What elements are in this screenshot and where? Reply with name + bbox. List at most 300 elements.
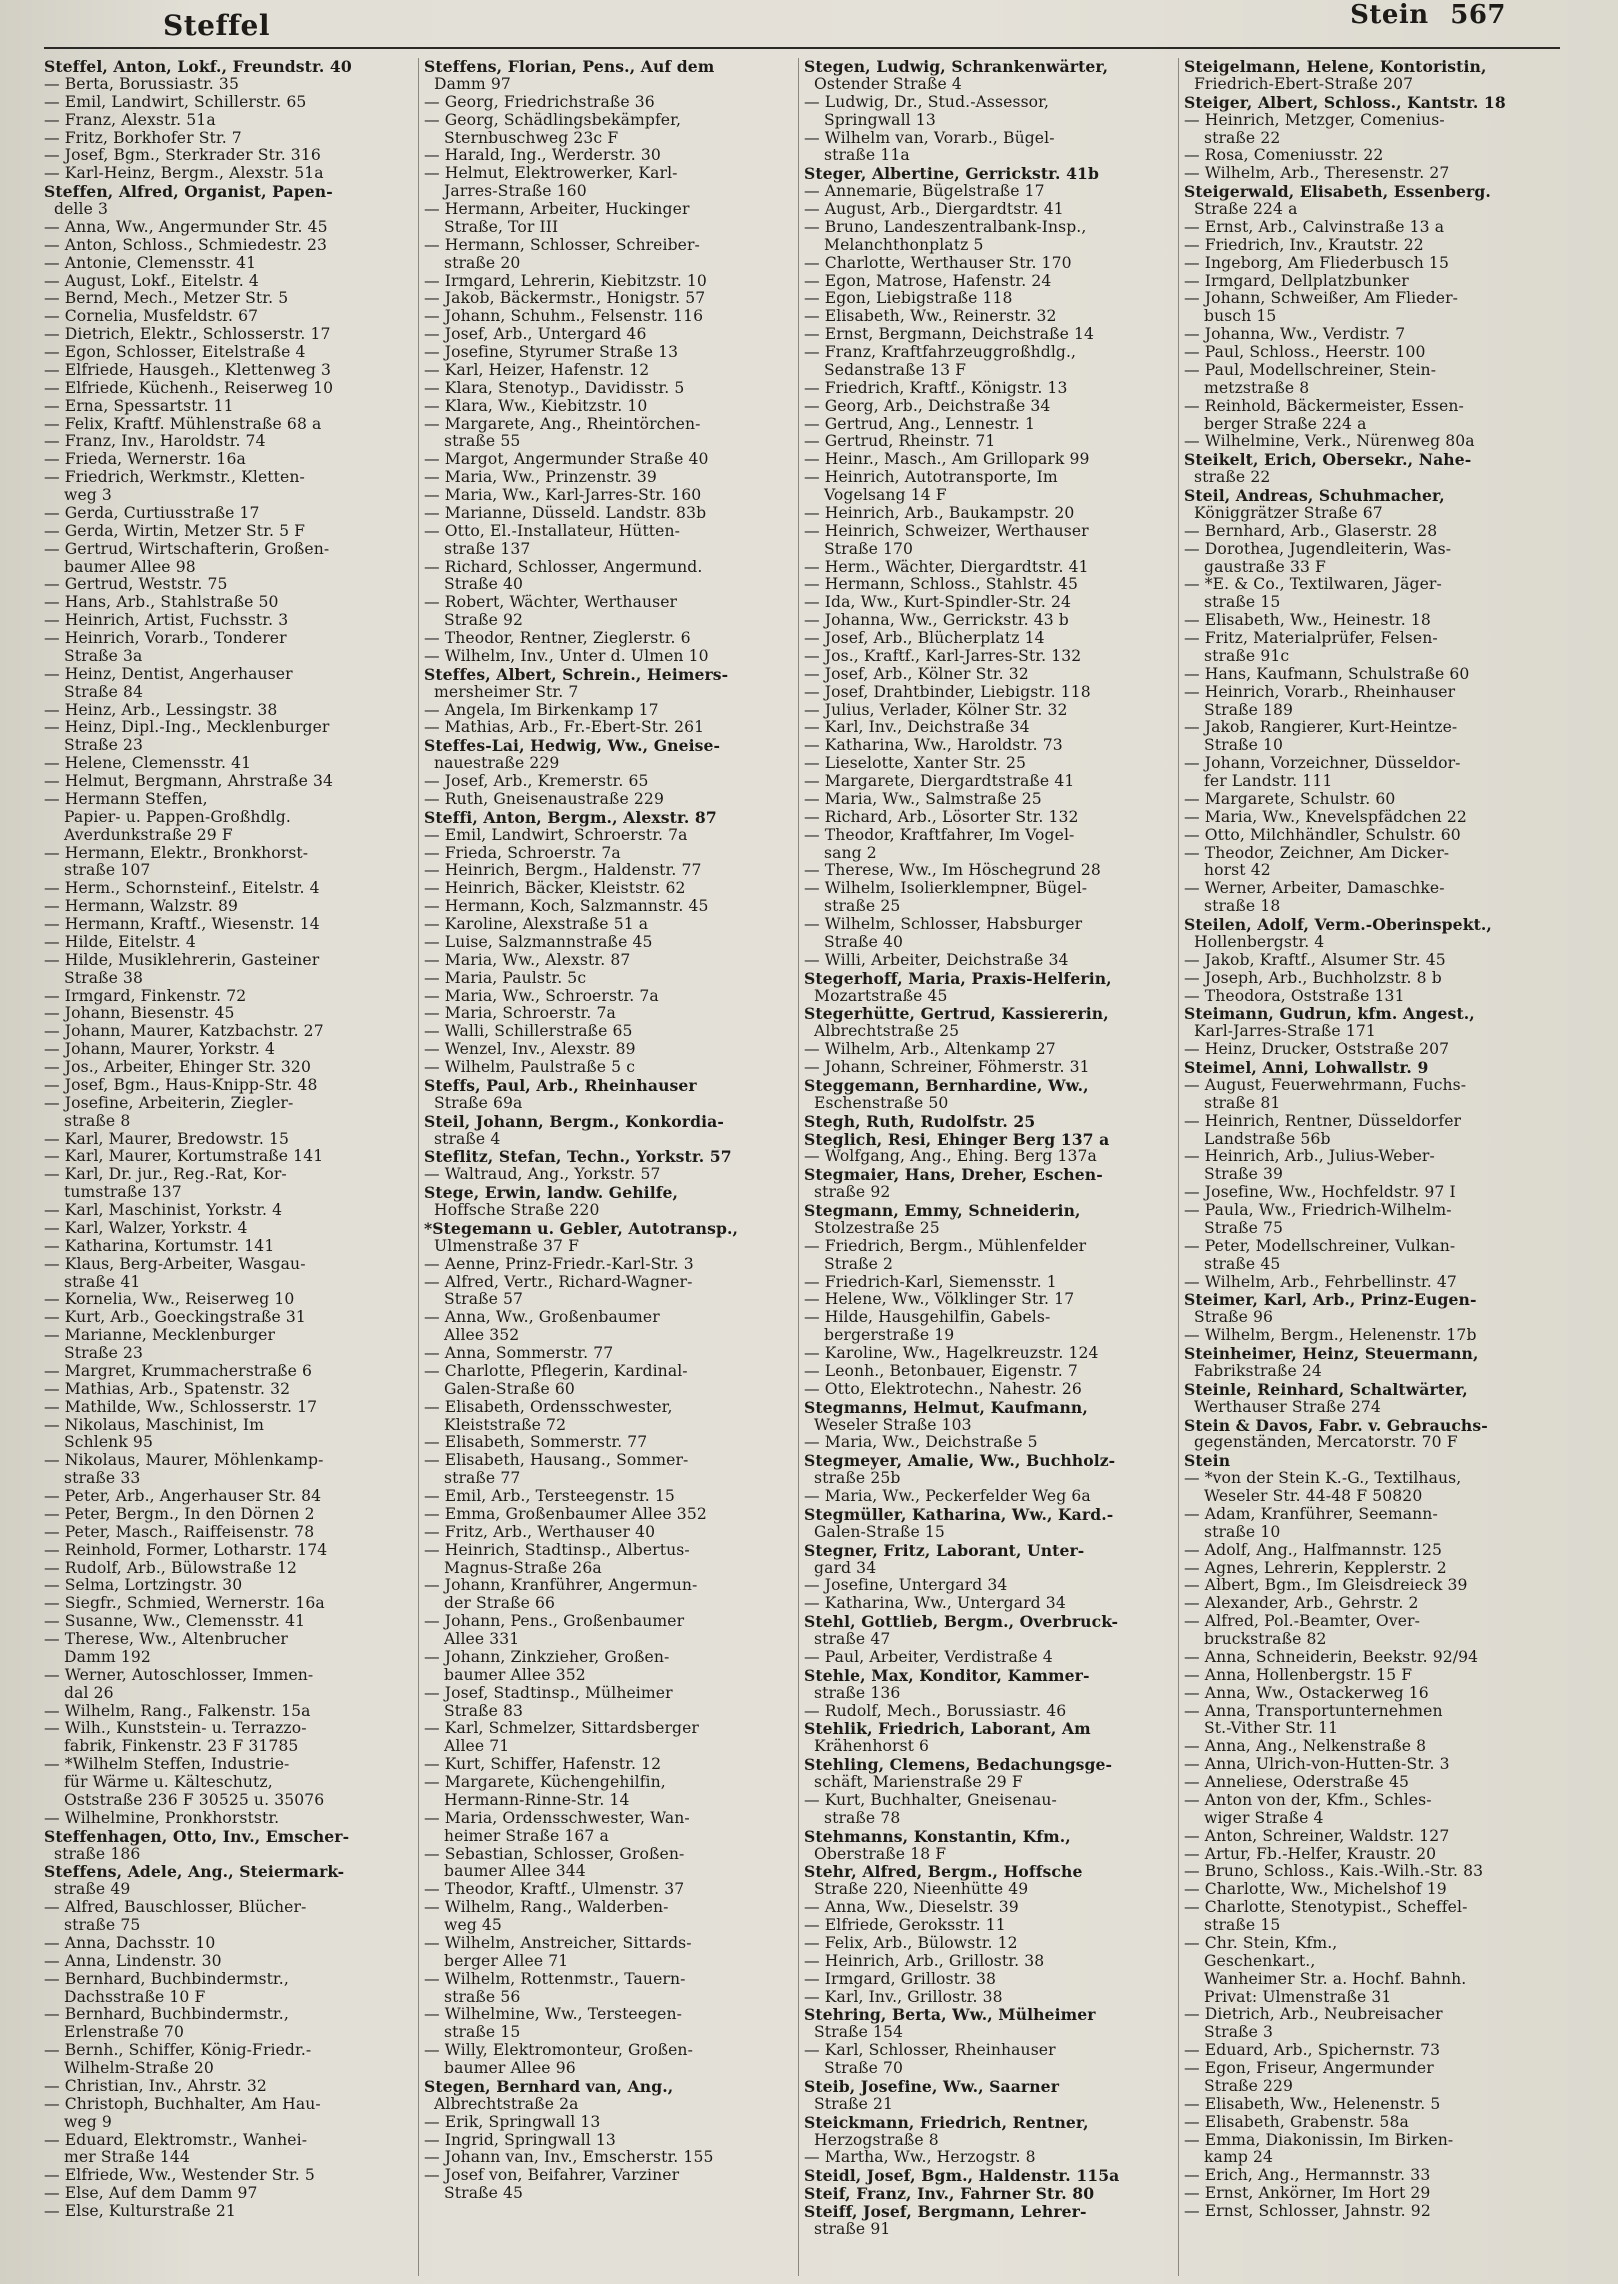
directory-entry-line: — Peter, Masch., Raiffeisenstr. 78	[44, 1523, 315, 1541]
directory-entry-line: — Therese, Ww., Altenbrucher	[44, 1631, 288, 1648]
directory-entry-line: — Karl, Maurer, Kortumstraße 141	[44, 1148, 324, 1166]
directory-entry-line: — Wilh., Kunststein- u. Terrazzo-	[44, 1720, 307, 1738]
directory-entry-line: — Erich, Ang., Hermannstr. 33	[1184, 2167, 1431, 2185]
entry-heading: Stegen, Bernhard van, Ang.,	[424, 2077, 674, 2096]
directory-entry-line: Wanheimer Str. a. Hochf. Bahnh.	[1204, 1970, 1467, 1988]
directory-entry-line: Springwall 13	[824, 111, 936, 129]
directory-entry-line: — Maria, Ww., Knevelspfädchen 22	[1184, 808, 1467, 826]
directory-entry-line: — Dietrich, Elektr., Schlosserstr. 17	[44, 326, 331, 344]
directory-entry-line: — Klara, Stenotyp., Davidisstr. 5	[424, 379, 685, 397]
directory-entry-line: Straße 40	[444, 576, 524, 594]
directory-entry-line: — Felix, Arb., Bülowstr. 12	[804, 1934, 1018, 1952]
directory-entry-line: — Johann, Maurer, Yorkstr. 4	[44, 1041, 276, 1059]
directory-entry-line: Averdunkstraße 29 F	[64, 826, 233, 844]
directory-entry-line: — Willy, Elektromonteur, Großen-	[424, 2042, 693, 2060]
directory-entry-line: Jarres-Straße 160	[444, 183, 587, 201]
directory-entry-line: fabrik, Finkenstr. 23 F 31785	[64, 1738, 299, 1756]
directory-entry-line: — Ruth, Gneisenaustraße 229	[424, 790, 664, 808]
directory-entry-line: — Elisabeth, Sommerstr. 77	[424, 1434, 648, 1452]
directory-entry-line: — Josef, Arb., Untergard 46	[424, 326, 647, 344]
directory-entry-line: — Karoline, Alexstraße 51 a	[424, 916, 649, 933]
directory-entry-line: Damm 192	[64, 1648, 151, 1666]
directory-entry-line: — Werner, Arbeiter, Damaschke-	[1184, 880, 1445, 898]
directory-entry-line: — Egon, Friseur, Angermunder	[1184, 2060, 1434, 2077]
directory-entry-line: — Maria, Ww., Alexstr. 87	[424, 951, 631, 969]
directory-entry-line: — Anna, Schneiderin, Beekstr. 92/94	[1184, 1648, 1479, 1666]
directory-entry-line: — Margarete, Schulstr. 60	[1184, 790, 1396, 808]
entry-heading: Stegh, Ruth, Rudolfstr. 25	[804, 1112, 1036, 1131]
directory-entry-line: Straße 96	[1194, 1309, 1274, 1327]
directory-entry-line: — Anna, Ww., Angermunder Str. 45	[44, 218, 328, 236]
directory-entry-line: straße 22	[1204, 129, 1281, 147]
directory-entry-line: Weseler Straße 103	[814, 1416, 972, 1434]
directory-entry-line: straße 25	[824, 898, 901, 916]
directory-entry-line: — Rudolf, Arb., Bülowstraße 12	[44, 1559, 298, 1577]
entry-heading: Steffs, Paul, Arb., Rheinhauser	[424, 1076, 697, 1095]
directory-entry-line: — Anneliese, Oderstraße 45	[1184, 1774, 1409, 1791]
running-head-left: Steffel	[163, 9, 271, 42]
directory-entry-line: — Heinr., Masch., Am Grillopark 99	[804, 451, 1090, 469]
directory-entry-line: — Erik, Springwall 13	[424, 2113, 601, 2131]
directory-entry-line: — Klara, Ww., Kiebitzstr. 10	[424, 397, 648, 415]
directory-entry-line: — Dietrich, Arb., Neubreisacher	[1184, 2006, 1443, 2024]
entry-heading: Stein	[1184, 1452, 1231, 1471]
directory-entry-line: — Gertrud, Weststr. 75	[44, 576, 228, 594]
entry-heading: Steffes, Albert, Schrein., Heimers-	[424, 665, 729, 684]
directory-entry-line: — Jos., Kraftf., Karl-Jarres-Str. 132	[804, 647, 1082, 665]
directory-entry-line: — Robert, Wächter, Werthauser	[424, 594, 678, 612]
directory-entry-line: — Johann, Schweißer, Am Flieder-	[1184, 290, 1459, 308]
directory-entry-line: — Paul, Modellschreiner, Stein-	[1184, 361, 1437, 379]
directory-entry-line: straße 55	[444, 433, 521, 451]
entry-heading: Steigerwald, Elisabeth, Essenberg.	[1184, 183, 1491, 201]
directory-entry-line: — Annemarie, Bügelstraße 17	[804, 183, 1045, 201]
entry-heading: Stehr, Alfred, Bergm., Hoffsche	[804, 1863, 1083, 1882]
directory-entry-line: — Johann, Biesenstr. 45	[44, 1005, 235, 1023]
directory-entry-line: — Richard, Schlosser, Angermund.	[424, 558, 703, 576]
directory-entry-line: — Emma, Großenbaumer Allee 352	[424, 1505, 707, 1523]
directory-entry-line: — Georg, Friedrichstraße 36	[424, 93, 655, 111]
directory-entry-line: — Felix, Kraftf. Mühlenstraße 68 a	[44, 415, 322, 433]
directory-entry-line: — Anna, Sommerstr. 77	[424, 1345, 614, 1362]
directory-entry-line: Krähenhorst 6	[814, 1738, 930, 1756]
directory-entry-line: — Ernst, Schlosser, Jahnstr. 92	[1184, 2203, 1431, 2220]
directory-entry-line: Hollenbergstr. 4	[1194, 933, 1325, 951]
entry-heading: Stegerhütte, Gertrud, Kassiererin,	[804, 1005, 1109, 1024]
directory-entry-line: Straße 154	[814, 2024, 904, 2042]
directory-entry-line: — Hermann, Walzstr. 89	[44, 898, 239, 916]
directory-entry-line: Straße 84	[64, 683, 144, 701]
directory-entry-line: — Maria, Ww., Prinzenstr. 39	[424, 469, 657, 487]
entry-heading: Steffens, Florian, Pens., Auf dem	[424, 58, 715, 76]
directory-entry-line: — Bernhard, Buchbindermstr.,	[44, 1970, 289, 1988]
directory-entry-line: — Ingrid, Springwall 13	[424, 2131, 616, 2149]
directory-entry-line: — Martha, Ww., Herzogstr. 8	[804, 2149, 1036, 2167]
directory-entry-line: — Johanna, Ww., Gerrickstr. 43 b	[804, 612, 1069, 630]
directory-entry-line: — Franz, Kraftfahrzeuggroßhdlg.,	[804, 344, 1077, 361]
directory-entry-line: straße 77	[444, 1470, 521, 1488]
directory-entry-line: — Christian, Inv., Ahrstr. 32	[44, 2077, 267, 2095]
directory-entry-line: baumer Allee 344	[444, 1863, 586, 1881]
directory-entry-line: straße 4	[434, 1130, 501, 1148]
directory-entry-line: gard 34	[814, 1559, 877, 1577]
directory-entry-line: — Johann, Schuhm., Felsenstr. 116	[424, 308, 704, 326]
directory-entry-line: Straße 229	[1204, 2077, 1294, 2095]
directory-entry-line: — Hilde, Eitelstr. 4	[44, 933, 196, 951]
directory-entry-line: Landstraße 56b	[1204, 1130, 1331, 1148]
directory-entry-line: delle 3	[54, 201, 108, 218]
entry-heading: Steiger, Albert, Schloss., Kantstr. 18	[1184, 93, 1506, 112]
directory-entry-line: — Albert, Bgm., Im Gleisdreieck 39	[1184, 1577, 1468, 1595]
directory-entry-line: — Karoline, Ww., Hagelkreuzstr. 124	[804, 1345, 1099, 1362]
directory-column-1	[44, 58, 416, 2276]
directory-entry-line: Melanchthonplatz 5	[824, 236, 984, 254]
header-rule	[44, 47, 1560, 49]
directory-entry-line: — Christoph, Buchhalter, Am Hau-	[44, 2095, 321, 2113]
directory-entry-line: — Klaus, Berg-Arbeiter, Wasgau-	[44, 1255, 306, 1273]
directory-entry-line: — Wilhelm, Rang., Walderben-	[424, 1899, 669, 1917]
directory-entry-line: — Heinrich, Vorarb., Rheinhauser	[1184, 683, 1456, 701]
directory-entry-line: — Herm., Schornsteinf., Eitelstr. 4	[44, 880, 320, 898]
directory-entry-line: — Johann, Schreiner, Föhmerstr. 31	[804, 1059, 1090, 1076]
directory-entry-line: Kleiststraße 72	[444, 1416, 567, 1434]
entry-heading: Steinle, Reinhard, Schaltwärter,	[1184, 1380, 1468, 1399]
directory-entry-line: — Eduard, Arb., Spichernstr. 73	[1184, 2042, 1441, 2060]
directory-entry-line: — Hans, Kaufmann, Schulstraße 60	[1184, 665, 1470, 683]
directory-entry-line: — Jos., Arbeiter, Ehinger Str. 320	[44, 1059, 311, 1076]
directory-entry-line: — Katharina, Kortumstr. 141	[44, 1237, 275, 1255]
directory-entry-line: — Maria, Ww., Schroerstr. 7a	[424, 987, 659, 1005]
directory-entry-line: — Chr. Stein, Kfm.,	[1184, 1934, 1338, 1952]
directory-entry-line: — Franz, Alexstr. 51a	[44, 111, 216, 129]
directory-entry-line: straße 25b	[814, 1470, 901, 1488]
directory-entry-line: — Heinz, Drucker, Oststraße 207	[1184, 1041, 1450, 1059]
directory-entry-line: Karl-Jarres-Straße 171	[1194, 1023, 1376, 1041]
directory-entry-line: — Dorothea, Jugendleiterin, Was-	[1184, 540, 1452, 558]
directory-entry-line: — Hermann, Elektr., Bronkhorst-	[44, 844, 309, 862]
directory-entry-line: Straße, Tor III	[444, 218, 559, 236]
directory-entry-line: Straße 23	[64, 1345, 144, 1362]
entry-heading: Stehring, Berta, Ww., Mülheimer	[804, 2006, 1096, 2025]
directory-entry-line: wiger Straße 4	[1204, 1809, 1324, 1827]
directory-entry-line: Wilhelm-Straße 20	[64, 2060, 214, 2077]
directory-entry-line: — Karl, Heizer, Hafenstr. 12	[424, 361, 650, 379]
directory-entry-line: — Hermann, Schlosser, Schreiber-	[424, 236, 700, 254]
entry-heading: Steffi, Anton, Bergm., Alexstr. 87	[424, 808, 717, 827]
directory-entry-line: Erlenstraße 70	[64, 2024, 184, 2042]
directory-entry-line: — Charlotte, Werthauser Str. 170	[804, 254, 1072, 272]
directory-entry-line: mer Straße 144	[64, 2149, 190, 2167]
directory-entry-line: — Ingeborg, Am Fliederbusch 15	[1184, 254, 1449, 272]
directory-entry-line: — Ernst, Ankörner, Im Hort 29	[1184, 2185, 1431, 2203]
directory-entry-line: Straße 2	[824, 1255, 894, 1273]
directory-entry-line: Allee 71	[444, 1738, 510, 1756]
directory-entry-line: Straße 69a	[434, 1094, 523, 1112]
directory-entry-line: — Kurt, Schiffer, Hafenstr. 12	[424, 1756, 662, 1774]
directory-entry-line: — Mathias, Arb., Spatenstr. 32	[44, 1380, 291, 1398]
entry-heading: Steiff, Josef, Bergmann, Lehrer-	[804, 2203, 1087, 2221]
entry-heading: Steil, Johann, Bergm., Konkordia-	[424, 1112, 724, 1131]
directory-entry-line: Eschenstraße 50	[814, 1094, 949, 1112]
directory-entry-line: — Rosa, Comeniusstr. 22	[1184, 147, 1384, 165]
directory-entry-line: — Ida, Ww., Kurt-Spindler-Str. 24	[804, 594, 1071, 612]
directory-entry-line: — Aenne, Prinz-Friedr.-Karl-Str. 3	[424, 1255, 694, 1273]
directory-entry-line: Straße 10	[1204, 737, 1284, 755]
directory-entry-line: — Harald, Ing., Werderstr. 30	[424, 147, 661, 165]
directory-entry-line: Privat: Ulmenstraße 31	[1204, 1988, 1392, 2006]
directory-entry-line: — Heinrich, Vorarb., Tonderer	[44, 630, 287, 647]
directory-entry-line: — Charlotte, Stenotypist., Scheffel-	[1184, 1899, 1468, 1917]
entry-heading: Steglich, Resi, Ehinger Berg 137 a	[804, 1130, 1110, 1149]
entry-heading: Steikelt, Erich, Obersekr., Nahe-	[1184, 451, 1472, 470]
entry-heading: Stehle, Max, Konditor, Kammer-	[804, 1666, 1090, 1685]
entry-heading: Stegmüller, Katharina, Ww., Kard.-	[804, 1505, 1114, 1524]
directory-entry-line: — Maria, Paulstr. 5c	[424, 969, 587, 987]
directory-entry-line: — Alfred, Vertr., Richard-Wagner-	[424, 1273, 693, 1291]
directory-entry-line: weg 45	[444, 1917, 502, 1934]
directory-entry-line: dal 26	[64, 1684, 114, 1702]
directory-entry-line: — Hilde, Musiklehrerin, Gasteiner	[44, 951, 320, 969]
directory-entry-line: Stolzestraße 25	[814, 1219, 940, 1237]
directory-entry-line: — Egon, Schlosser, Eitelstraße 4	[44, 344, 306, 361]
directory-entry-line: — Bernhard, Buchbindermstr.,	[44, 2006, 289, 2024]
directory-entry-line: — Heinrich, Arb., Grillostr. 38	[804, 1952, 1045, 1970]
directory-entry-line: weg 3	[64, 487, 112, 504]
directory-entry-line: — Friedrich-Karl, Siemensstr. 1	[804, 1273, 1057, 1291]
directory-entry-line: metzstraße 8	[1204, 379, 1310, 397]
directory-entry-line: — Elfriede, Hausgeh., Klettenweg 3	[44, 361, 332, 379]
directory-entry-line: — Hermann, Kraftf., Wiesenstr. 14	[44, 916, 320, 933]
directory-entry-line: — Ernst, Bergmann, Deichstraße 14	[804, 326, 1095, 344]
directory-entry-line: — Otto, El.-Installateur, Hütten-	[424, 522, 681, 540]
entry-heading: Steinheimer, Heinz, Steuermann,	[1184, 1345, 1479, 1363]
directory-entry-line: — Artur, Fb.-Helfer, Kraustr. 20	[1184, 1845, 1437, 1863]
directory-entry-line: Königgrätzer Straße 67	[1194, 504, 1383, 522]
directory-entry-line: — Paul, Schloss., Heerstr. 100	[1184, 344, 1426, 361]
directory-entry-line: — Bernh., Schiffer, König-Friedr.-	[44, 2042, 312, 2060]
directory-entry-line: — Nikolaus, Maurer, Möhlenkamp-	[44, 1452, 324, 1470]
column-divider	[1178, 58, 1179, 2276]
directory-entry-line: Sternbuschweg 23c F	[444, 129, 619, 147]
directory-entry-line: — Paul, Arbeiter, Verdistraße 4	[804, 1648, 1053, 1666]
directory-entry-line: — Karl, Walzer, Yorkstr. 4	[44, 1219, 248, 1237]
directory-entry-line: — Friedrich, Werkmstr., Kletten-	[44, 469, 305, 487]
directory-entry-line: — Karl, Inv., Grillostr. 38	[804, 1988, 1003, 2006]
directory-entry-line: — Marianne, Mecklenburger	[44, 1327, 276, 1345]
directory-entry-line: — Theodor, Rentner, Zieglerstr. 6	[424, 630, 691, 647]
directory-entry-line: der Straße 66	[444, 1595, 556, 1613]
entry-heading: Stegerhoff, Maria, Praxis-Helferin,	[804, 969, 1112, 988]
directory-entry-line: — Margret, Krummacherstraße 6	[44, 1362, 313, 1380]
directory-entry-line: — Anna, Transportunternehmen	[1184, 1702, 1443, 1720]
directory-entry-line: Straße 70	[824, 2060, 904, 2077]
directory-entry-line: Straße 83	[444, 1702, 524, 1720]
directory-entry-line: gegenständen, Mercatorstr. 70 F	[1194, 1434, 1458, 1452]
directory-entry-line: — August, Feuerwehrmann, Fuchs-	[1184, 1076, 1467, 1094]
directory-entry-line: — Siegfr., Schmied, Wernerstr. 16a	[44, 1595, 325, 1613]
directory-entry-line: straße 15	[444, 2024, 521, 2042]
entry-heading: *Stegemann u. Gebler, Autotransp.,	[424, 1219, 739, 1238]
directory-entry-line: straße 45	[1204, 1255, 1281, 1273]
directory-entry-line: — Margarete, Ang., Rheintörchen-	[424, 415, 701, 433]
directory-entry-line: — Susanne, Ww., Clemensstr. 41	[44, 1613, 306, 1631]
directory-entry-line: — Helene, Clemensstr. 41	[44, 755, 252, 773]
directory-entry-line: — Johann, Vorzeichner, Düsseldor-	[1184, 755, 1461, 773]
directory-entry-line: Mozartstraße 45	[814, 987, 948, 1005]
entry-heading: Stegner, Fritz, Laborant, Unter-	[804, 1541, 1085, 1560]
directory-entry-line: — Maria, Ww., Deichstraße 5	[804, 1434, 1038, 1452]
entry-heading: Stege, Erwin, landw. Gehilfe,	[424, 1184, 679, 1202]
directory-entry-line: — Johann van, Inv., Emscherstr. 155	[424, 2149, 714, 2167]
directory-entry-line: Galen-Straße 15	[814, 1523, 945, 1541]
directory-entry-line: — Hans, Arb., Stahlstraße 50	[44, 594, 279, 612]
directory-entry-line: — Berta, Borussiastr. 35	[44, 75, 239, 93]
entry-heading: Steif, Franz, Inv., Fahrner Str. 80	[804, 2185, 1095, 2203]
directory-entry-line: — Nikolaus, Maschinist, Im	[44, 1416, 265, 1434]
directory-entry-line: — Alfred, Bauschlosser, Blücher-	[44, 1899, 307, 1917]
directory-entry-line: — Cornelia, Musfeldstr. 67	[44, 308, 259, 326]
directory-entry-line: straße 22	[1194, 469, 1271, 487]
directory-entry-line: Ostender Straße 4	[814, 75, 962, 93]
directory-entry-line: — Karl, Maurer, Bredowstr. 15	[44, 1130, 290, 1148]
entry-heading: Stegmaier, Hans, Dreher, Eschen-	[804, 1166, 1103, 1185]
directory-entry-line: — Kornelia, Ww., Reiserweg 10	[44, 1291, 295, 1309]
directory-entry-line: — Wenzel, Inv., Alexstr. 89	[424, 1041, 636, 1059]
directory-entry-line: gaustraße 33 F	[1204, 558, 1326, 576]
directory-entry-line: — Margot, Angermunder Straße 40	[424, 451, 709, 469]
column-divider	[418, 58, 419, 2276]
directory-entry-line: Magnus-Straße 26a	[444, 1559, 602, 1577]
directory-entry-line: berger Allee 71	[444, 1952, 569, 1970]
directory-entry-line: — Wilhelm, Isolierklempner, Bügel-	[804, 880, 1088, 898]
directory-entry-line: bergerstraße 19	[824, 1327, 955, 1345]
directory-entry-line: — Gertrud, Ang., Lennestr. 1	[804, 415, 1036, 433]
entry-heading: Stehl, Gottlieb, Bergm., Overbruck-	[804, 1613, 1119, 1631]
directory-entry-line: busch 15	[1204, 308, 1277, 326]
directory-entry-line: heimer Straße 167 a	[444, 1827, 609, 1845]
directory-entry-line: — Reinhold, Bäckermeister, Essen-	[1184, 397, 1464, 415]
directory-entry-line: — Therese, Ww., Im Höschegrund 28	[804, 862, 1101, 880]
directory-entry-line: — Hermann, Arbeiter, Huckinger	[424, 201, 690, 218]
directory-entry-line: — Josef, Arb., Blücherplatz 14	[804, 630, 1045, 647]
entry-heading: Steffen, Alfred, Organist, Papen-	[44, 183, 333, 201]
directory-entry-line: Straße 170	[824, 540, 914, 558]
directory-entry-line: — Eduard, Elektromstr., Wanhei-	[44, 2131, 308, 2149]
directory-entry-line: — Katharina, Ww., Untergard 34	[804, 1595, 1066, 1613]
directory-entry-line: — Margarete, Küchengehilfin,	[424, 1774, 666, 1791]
directory-entry-line: — Anton von der, Kfm., Schles-	[1184, 1791, 1432, 1809]
directory-entry-line: Straße 21	[814, 2095, 894, 2113]
directory-entry-line: straße 91	[814, 2220, 891, 2238]
directory-entry-line: — Wilhelmine, Pronkhorststr.	[44, 1809, 280, 1827]
directory-entry-line: Vogelsang 14 F	[824, 487, 947, 504]
directory-entry-line: — Gertrud, Wirtschafterin, Großen-	[44, 540, 330, 558]
directory-entry-line: straße 91c	[1204, 647, 1290, 665]
directory-entry-line: — Jakob, Bäckermstr., Honigstr. 57	[424, 290, 706, 308]
directory-entry-line: Straße 189	[1204, 701, 1294, 719]
directory-entry-line: — Otto, Milchhändler, Schulstr. 60	[1184, 826, 1461, 844]
directory-entry-line: — Heinz, Dentist, Angerhauser	[44, 665, 293, 683]
directory-entry-line: straße 47	[814, 1631, 891, 1648]
directory-entry-line: straße 136	[814, 1684, 901, 1702]
directory-entry-line: weg 9	[64, 2113, 112, 2131]
directory-entry-line: — Heinz, Dipl.-Ing., Mecklenburger	[44, 719, 330, 737]
entry-heading: Steffens, Adele, Ang., Steiermark-	[44, 1863, 345, 1882]
directory-entry-line: — Gerda, Curtiusstraße 17	[44, 504, 260, 522]
directory-entry-line: — Johanna, Ww., Verdistr. 7	[1184, 326, 1406, 344]
directory-entry-line: — Irmgard, Dellplatzbunker	[1184, 272, 1409, 290]
directory-entry-line: — Ludwig, Dr., Stud.-Assessor,	[804, 93, 1050, 111]
directory-entry-line: — Katharina, Ww., Haroldstr. 73	[804, 737, 1063, 755]
directory-entry-line: Hermann-Rinne-Str. 14	[444, 1791, 630, 1809]
directory-entry-line: — Luise, Salzmannstraße 45	[424, 933, 653, 951]
directory-column-4	[1184, 58, 1556, 2276]
directory-entry-line: — Charlotte, Pflegerin, Kardinal-	[424, 1362, 688, 1380]
directory-entry-line: — Karl, Schlosser, Rheinhauser	[804, 2042, 1056, 2060]
directory-entry-line: Straße 220, Nieenhütte 49	[814, 1881, 1029, 1899]
directory-entry-line: — August, Arb., Diergardtstr. 41	[804, 201, 1064, 218]
entry-heading: Steil, Andreas, Schuhmacher,	[1184, 487, 1445, 505]
directory-entry-line: — Wilhelm, Paulstraße 5 c	[424, 1059, 636, 1076]
directory-entry-line: Straße 224 a	[1194, 201, 1298, 218]
directory-entry-line: Straße 92	[444, 612, 524, 630]
directory-entry-line: — Peter, Modellschreiner, Vulkan-	[1184, 1237, 1456, 1255]
directory-entry-line: — Josefine, Arbeiterin, Ziegler-	[44, 1094, 294, 1112]
directory-entry-line: — Rudolf, Mech., Borussiastr. 46	[804, 1702, 1067, 1720]
directory-entry-line: — Karl, Schmelzer, Sittardsberger	[424, 1720, 699, 1738]
entry-heading: Stegmann, Emmy, Schneiderin,	[804, 1202, 1081, 1220]
directory-entry-line: — Fritz, Arb., Werthauser 40	[424, 1523, 656, 1541]
directory-entry-line: Schlenk 95	[64, 1434, 153, 1452]
directory-entry-line: — Franz, Inv., Haroldstr. 74	[44, 433, 266, 451]
directory-entry-line: — Willi, Arbeiter, Deichstraße 34	[804, 951, 1069, 969]
directory-entry-line: — Heinrich, Bergm., Haldenstr. 77	[424, 862, 702, 880]
directory-entry-line: — Josefine, Ww., Hochfeldstr. 97 I	[1184, 1184, 1456, 1202]
entry-heading: Steilen, Adolf, Verm.-Oberinspekt.,	[1184, 916, 1492, 934]
directory-entry-line: — Wolfgang, Ang., Ehing. Berg 137a	[804, 1148, 1097, 1166]
directory-entry-line: — Josef, Arb., Kölner Str. 32	[804, 665, 1029, 683]
entry-heading: Stegen, Ludwig, Schrankenwärter,	[804, 58, 1109, 76]
directory-entry-line: Oststraße 236 F 30525 u. 35076	[64, 1791, 325, 1809]
directory-entry-line: — Selma, Lortzingstr. 30	[44, 1577, 243, 1595]
directory-entry-line: nauestraße 229	[434, 755, 560, 773]
directory-entry-line: horst 42	[1204, 862, 1271, 880]
directory-entry-line: Friedrich-Ebert-Straße 207	[1194, 75, 1414, 93]
directory-entry-line: — Lieselotte, Xanter Str. 25	[804, 755, 1026, 773]
directory-entry-line: — Irmgard, Finkenstr. 72	[44, 987, 247, 1005]
directory-entry-line: — Peter, Bergm., In den Dörnen 2	[44, 1505, 315, 1523]
directory-entry-line: straße 8	[64, 1112, 131, 1130]
directory-entry-line: — Wilhelm, Inv., Unter d. Ulmen 10	[424, 647, 709, 665]
entry-heading: Steger, Albertine, Gerrickstr. 41b	[804, 165, 1099, 184]
directory-entry-line: straße 92	[814, 1184, 891, 1202]
directory-entry-line: — Anna, Hollenbergstr. 15 F	[1184, 1666, 1413, 1684]
entry-heading: Steidl, Josef, Bgm., Haldenstr. 115a	[804, 2167, 1120, 2186]
entry-heading: Steflitz, Stefan, Techn., Yorkstr. 57	[424, 1148, 732, 1167]
directory-entry-line: — Fritz, Materialprüfer, Felsen-	[1184, 630, 1438, 647]
directory-entry-line: — Leonh., Betonbauer, Eigenstr. 7	[804, 1362, 1078, 1380]
directory-entry-line: — Helmut, Elektrowerker, Karl-	[424, 165, 678, 183]
directory-entry-line: tumstraße 137	[64, 1184, 182, 1202]
directory-entry-line: straße 107	[64, 862, 151, 880]
directory-entry-line: Damm 97	[434, 75, 511, 93]
directory-entry-line: — Emil, Landwirt, Schroerstr. 7a	[424, 826, 688, 844]
directory-entry-line: — Kurt, Arb., Goeckingstraße 31	[44, 1309, 306, 1327]
directory-entry-line: mersheimer Str. 7	[434, 683, 579, 701]
directory-entry-line: — Joseph, Arb., Buchholzstr. 8 b	[1184, 969, 1442, 987]
directory-entry-line: schäft, Marienstraße 29 F	[814, 1774, 1023, 1791]
directory-entry-line: straße 33	[64, 1470, 141, 1488]
